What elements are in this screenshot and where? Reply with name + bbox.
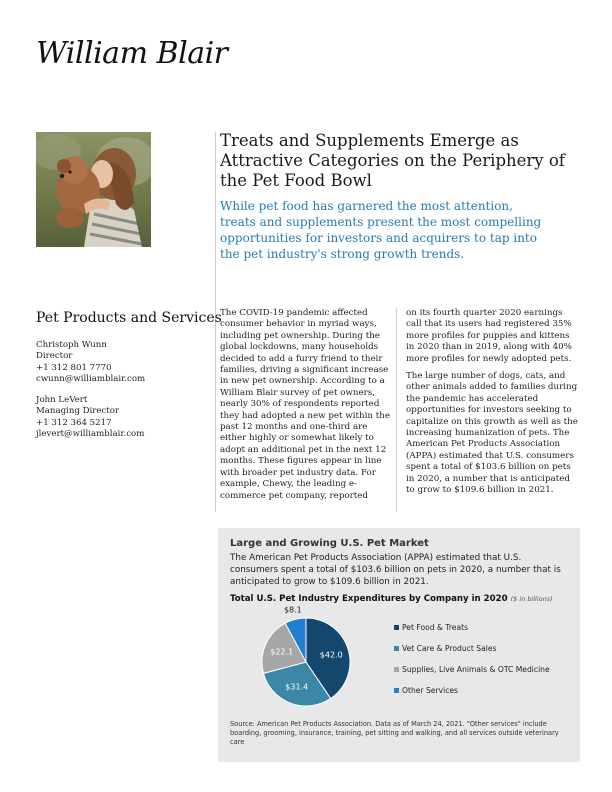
article-title: Treats and Supplements Emerge as Attractive Categories on the Periphery of the Pet Food Bowl: [220, 131, 565, 190]
girl-hugging-puppy-image: [36, 132, 151, 247]
pie-chart: [230, 604, 570, 716]
legend-label: Supplies, Live Animals & OTC Medicine: [402, 665, 550, 674]
legend-swatch: [394, 625, 399, 630]
body-paragraph: on its fourth quarter 2020 earnings call that its users had registered 35% more profiles for puppies and kittens in 2020 than in 2019, along with 40% more profiles for newly adopted pets.: [406, 308, 572, 364]
author-email-link[interactable]: cwunn@williamblair.com: [36, 374, 146, 385]
pie-data-label: $31.4: [285, 682, 309, 692]
body-paragraph: The large number of dogs, cats, and other animals added to families during the pandemic has accelerated opportunities for investors seeking to capitalize on this growth as well as the increasing humanization of pets. The American Pet Products Association (APPA) estimated that U.S. consumers spent a total of $103.6 billion on pets in 2020, a number that is anticipated to grow to $109.6 billion in 2021.: [406, 371, 578, 496]
pie-data-label: $22.1: [270, 647, 294, 657]
callout-title: Large and Growing U.S. Pet Market: [230, 538, 429, 549]
author-phone: +1 312 801 7770: [36, 362, 112, 373]
pie-data-label: $42.0: [319, 650, 343, 660]
practice-heading: Pet Products and Services: [36, 310, 222, 326]
legend-label: Pet Food & Treats: [402, 623, 469, 632]
body-column-2: [406, 308, 578, 503]
chart-title-text: Total U.S. Pet Industry Expenditures by Company in 2020: [230, 594, 508, 604]
legend-label: Other Services: [402, 686, 458, 695]
author-phone: +1 312 364 5217: [36, 417, 112, 428]
chart-units: ($ in billions): [510, 595, 553, 603]
chart-source-note: Source: American Pet Products Association. Data as of March 24, 2021. "Other services" include boarding, grooming, insurance, training, pet sitting and walking, and all services outside veterinary care: [230, 720, 559, 746]
hero-photo: [36, 132, 151, 247]
author-card: [36, 340, 206, 386]
body-column-1: [220, 308, 392, 508]
column-divider: [396, 308, 397, 512]
author-name: John LeVert: [36, 395, 88, 405]
william-blair-logo: William Blair: [36, 36, 228, 71]
pie-data-label: $8.1: [283, 605, 302, 615]
article-subtitle: While pet food has garnered the most attention, treats and supplements present the most compelling opportunities for investors and acquirers to tap into the pet industry's strong growth trends.: [220, 199, 542, 261]
author-title: Director: [36, 351, 73, 362]
callout-body: The American Pet Products Association (APPA) estimated that U.S. consumers spent a total of $103.6 billion on pets in 2020, a number that is anticipated to grow to $109.6 billion in 2021.: [230, 553, 561, 587]
author-email-link[interactable]: jlevert@williamblair.com: [36, 429, 145, 440]
author-title: Managing Director: [36, 406, 119, 417]
author-name: Christoph Wunn: [36, 340, 107, 350]
legend-swatch: [394, 646, 399, 651]
legend-label: Vet Care & Product Sales: [402, 644, 497, 653]
author-card: [36, 395, 206, 441]
body-paragraph: The COVID-19 pandemic affected consumer behavior in myriad ways, including pet ownership. During the global lockdowns, many households decided to add a furry friend to their families, driving a significant increase in new pet ownership. According to a William Blair survey of pet owners, nearly 30% of respondents reported they had adopted a new pet within the past 12 months and one-third are either highly or somewhat likely to adopt an additional pet in the next 12 months. These figures appear in line with broader pet industry data. For example, Chewy, the leading e-commerce pet company, reported: [220, 308, 390, 501]
legend-swatch: [394, 667, 399, 672]
legend-swatch: [394, 688, 399, 693]
chart-title: [230, 594, 553, 604]
